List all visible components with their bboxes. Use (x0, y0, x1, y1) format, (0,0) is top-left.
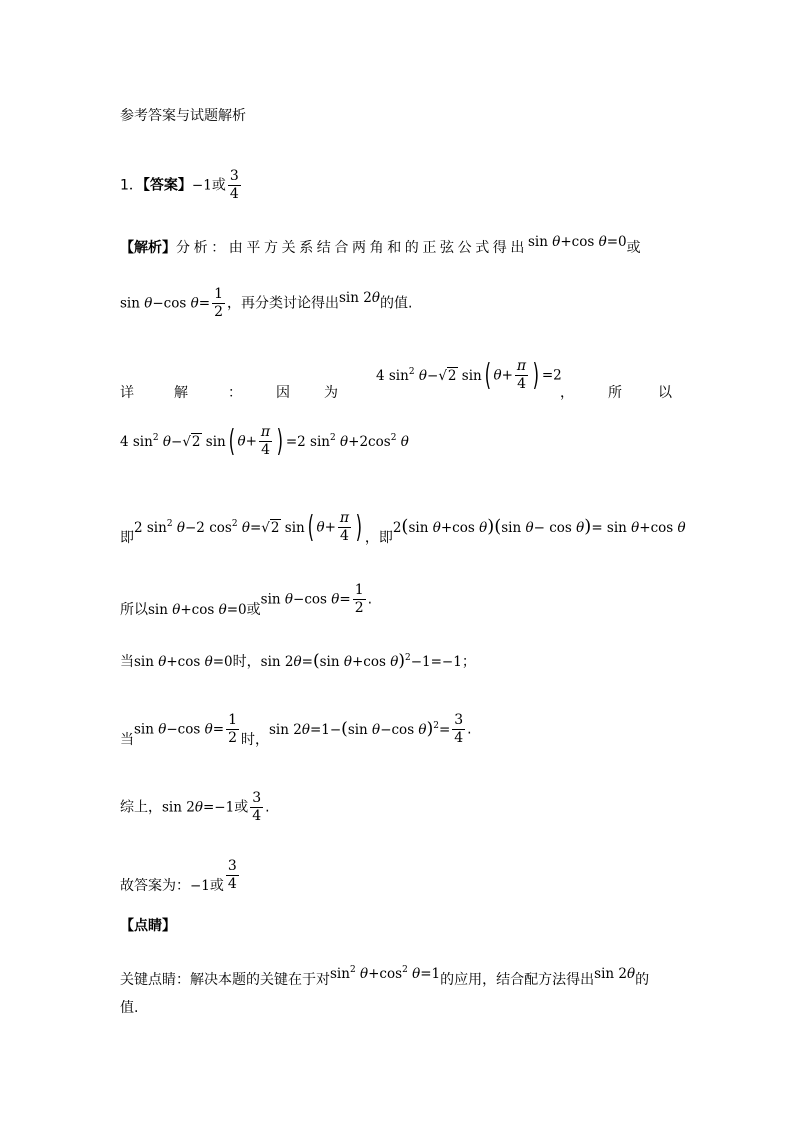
dang1-end: ； (461, 654, 476, 670)
zongshang-end: . (265, 799, 270, 816)
fraction-three-quarter: $\frac{3}{4}$ (454, 712, 464, 746)
analysis-or: 或 (626, 240, 641, 256)
suoyi-prefix: 所以 (120, 601, 148, 618)
zongshang-line (120, 790, 270, 825)
dang2-prefix: 当 (120, 731, 134, 748)
dang-line-2 (120, 712, 472, 747)
guanjian-line-2: 值. (120, 1000, 139, 1016)
analysis-line-2 (120, 286, 412, 321)
formula-pythag: $\sin^2 \theta+\cos^2$ θ=1 (330, 965, 441, 982)
guanjian-line-1 (120, 965, 650, 988)
page-title: 参考答案与试题解析 (120, 108, 246, 124)
formula-identity: 4 $\sin^2 \theta-√2$ sin( θ+ $\frac{\pi}{4}$ ) =2 $\sin^2 \theta+2\cos^2$ θ (120, 423, 409, 459)
guanjian-text-3: 的 (635, 972, 650, 988)
ji-mid: ，即 (364, 529, 393, 546)
formula-sin2theta: sin 2θ (338, 289, 380, 306)
formula-ji-1: 2 $\sin^2 \theta-2$ $\cos^2 \theta=√2$ sin (134, 518, 305, 536)
dang1-prefix: 当 (120, 654, 134, 670)
formula-suoyi-2: sin θ−cos θ= (260, 591, 351, 608)
formula-sum-zero: sin θ+cos θ=0 (528, 234, 627, 250)
formula-diff-half: sin θ−cos θ= (120, 295, 211, 312)
fraction-half-2: $\frac{1}{2}$ (354, 582, 364, 616)
answer-label: 【答案】 (142, 177, 192, 194)
zongshang-or: 或 (234, 799, 249, 816)
detail-char-1: 详 (120, 385, 134, 401)
formula-sin2theta-2: sin 2θ (594, 966, 636, 982)
guda-line (120, 858, 241, 893)
dang2-mid: 时， (240, 731, 269, 748)
analysis-label: 【解析】 (120, 240, 176, 256)
detail-char-8: 以 (658, 385, 672, 401)
formula-dang2-cond: sin θ−cos θ= (134, 721, 225, 738)
dianjing-label: 【点睛】 (120, 918, 176, 934)
detail-comma: ， (560, 385, 574, 401)
question-number: 1． (120, 177, 143, 194)
detail-char-5: 为 (324, 385, 338, 401)
formula-zongshang: sin 2θ=−1 (162, 799, 235, 816)
dang1-mid: 时， (232, 654, 261, 670)
formula-dang1-result: sin 2θ=(sin θ+cos θ)$^2$−1=−1 (260, 651, 462, 671)
dang2-end: . (467, 721, 472, 738)
ji-line: 即2 $\sin^2 \theta-2$ $\cos^2 \theta=√2$ sin( θ+ $\frac{\pi}{4}$ ) ，即2(sin θ+cos θ)(sin θ− cos θ)= sin θ+cos θ (120, 509, 686, 546)
analysis-text-1: 分析：由平方关系结合两角和的正弦公式得出 (176, 240, 528, 256)
formula-dang2-result: sin 2θ=1−(sin θ−cos θ)$^2$= (268, 718, 451, 739)
guda-prefix: 故答案为： (120, 877, 190, 894)
detail-char-4: 因 (276, 385, 290, 401)
answer-value-neg1: −1 (191, 177, 212, 194)
zongshang-prefix: 综上， (120, 799, 162, 816)
fraction-three-quarter-3: $\frac{3}{4}$ (227, 858, 237, 892)
formula-dang1-cond: sin θ+cos θ=0 (134, 654, 233, 670)
guanjian-text-1: 关键点睛：解决本题的关键在于对 (120, 972, 330, 988)
q1-answer-line (120, 168, 243, 203)
detail-char-7: 所 (608, 385, 622, 401)
formula-suoyi-1: sin θ+cos θ=0 (148, 601, 247, 618)
guanjian-text-2: 的应用，结合配方法得出 (440, 972, 595, 988)
analysis-line-1 (120, 234, 676, 256)
fraction-half: $\frac{1}{2}$ (214, 286, 223, 320)
suoyi-or: 或 (246, 601, 261, 618)
formula-given: 4 $\sin^2 \theta-√2$ sin( θ+ $\frac{\pi}{4}$ ) =2 (376, 357, 562, 393)
detail-char-2: 解 (174, 385, 188, 401)
formula-ji-2: 2(sin θ+cos θ)(sin θ− cos θ)= sin θ+cos θ (392, 515, 686, 537)
detail-char-3: ： (228, 385, 242, 401)
suoyi-line (120, 582, 372, 617)
suoyi-end: . (367, 591, 373, 608)
analysis-text-2-end: 的值. (379, 295, 413, 312)
answer-fraction: $\frac{3}{4}$ (229, 168, 239, 202)
fraction-half-3: $\frac{1}{2}$ (228, 712, 237, 746)
dang-line-1 (120, 650, 476, 670)
guda-neg1: −1 (190, 877, 210, 894)
answer-or: 或 (211, 177, 226, 194)
analysis-text-2: ，再分类讨论得出 (226, 295, 339, 312)
ji-prefix: 即 (120, 529, 134, 546)
fraction-three-quarter-2: $\frac{3}{4}$ (252, 790, 262, 824)
guda-or: 或 (209, 877, 224, 894)
